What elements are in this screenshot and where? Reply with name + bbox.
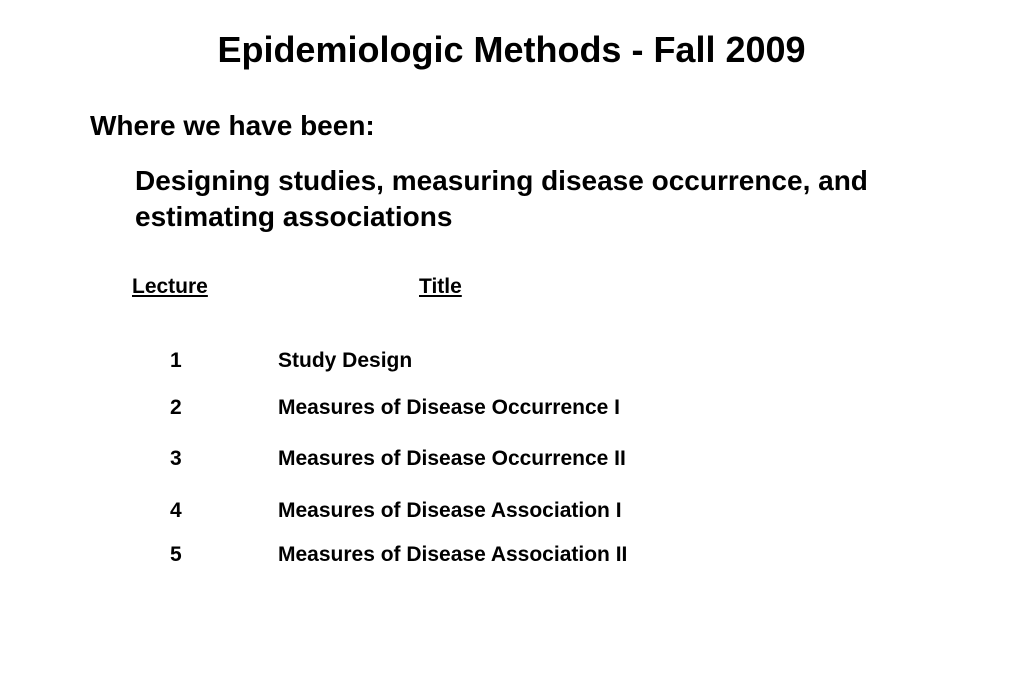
- section-heading: Where we have been:: [90, 110, 375, 141]
- lecture-title: Study Design: [278, 349, 413, 372]
- slide-title: Epidemiologic Methods - Fall 2009: [217, 29, 806, 70]
- lecture-title: Measures of Disease Occurrence II: [278, 447, 626, 470]
- lecture-number: 3: [170, 447, 182, 470]
- column-header-title: Title: [419, 275, 462, 298]
- lecture-number: 1: [170, 349, 182, 372]
- lecture-title: Measures of Disease Occurrence I: [278, 396, 621, 419]
- table-row: [0, 347, 1023, 375]
- lecture-number: 5: [170, 543, 182, 566]
- table-row: [0, 445, 1023, 473]
- lecture-title: Measures of Disease Association II: [278, 543, 628, 566]
- lecture-number: 2: [170, 396, 182, 419]
- lecture-number: 4: [170, 499, 182, 522]
- lecture-title: Measures of Disease Association I: [278, 499, 622, 522]
- section-subheading: Designing studies, measuring disease occurrence, and estimating associations: [135, 165, 868, 232]
- table-row: [0, 394, 1023, 422]
- table-row: [0, 497, 1023, 525]
- table-row: [0, 541, 1023, 569]
- column-header-lecture: Lecture: [132, 275, 208, 298]
